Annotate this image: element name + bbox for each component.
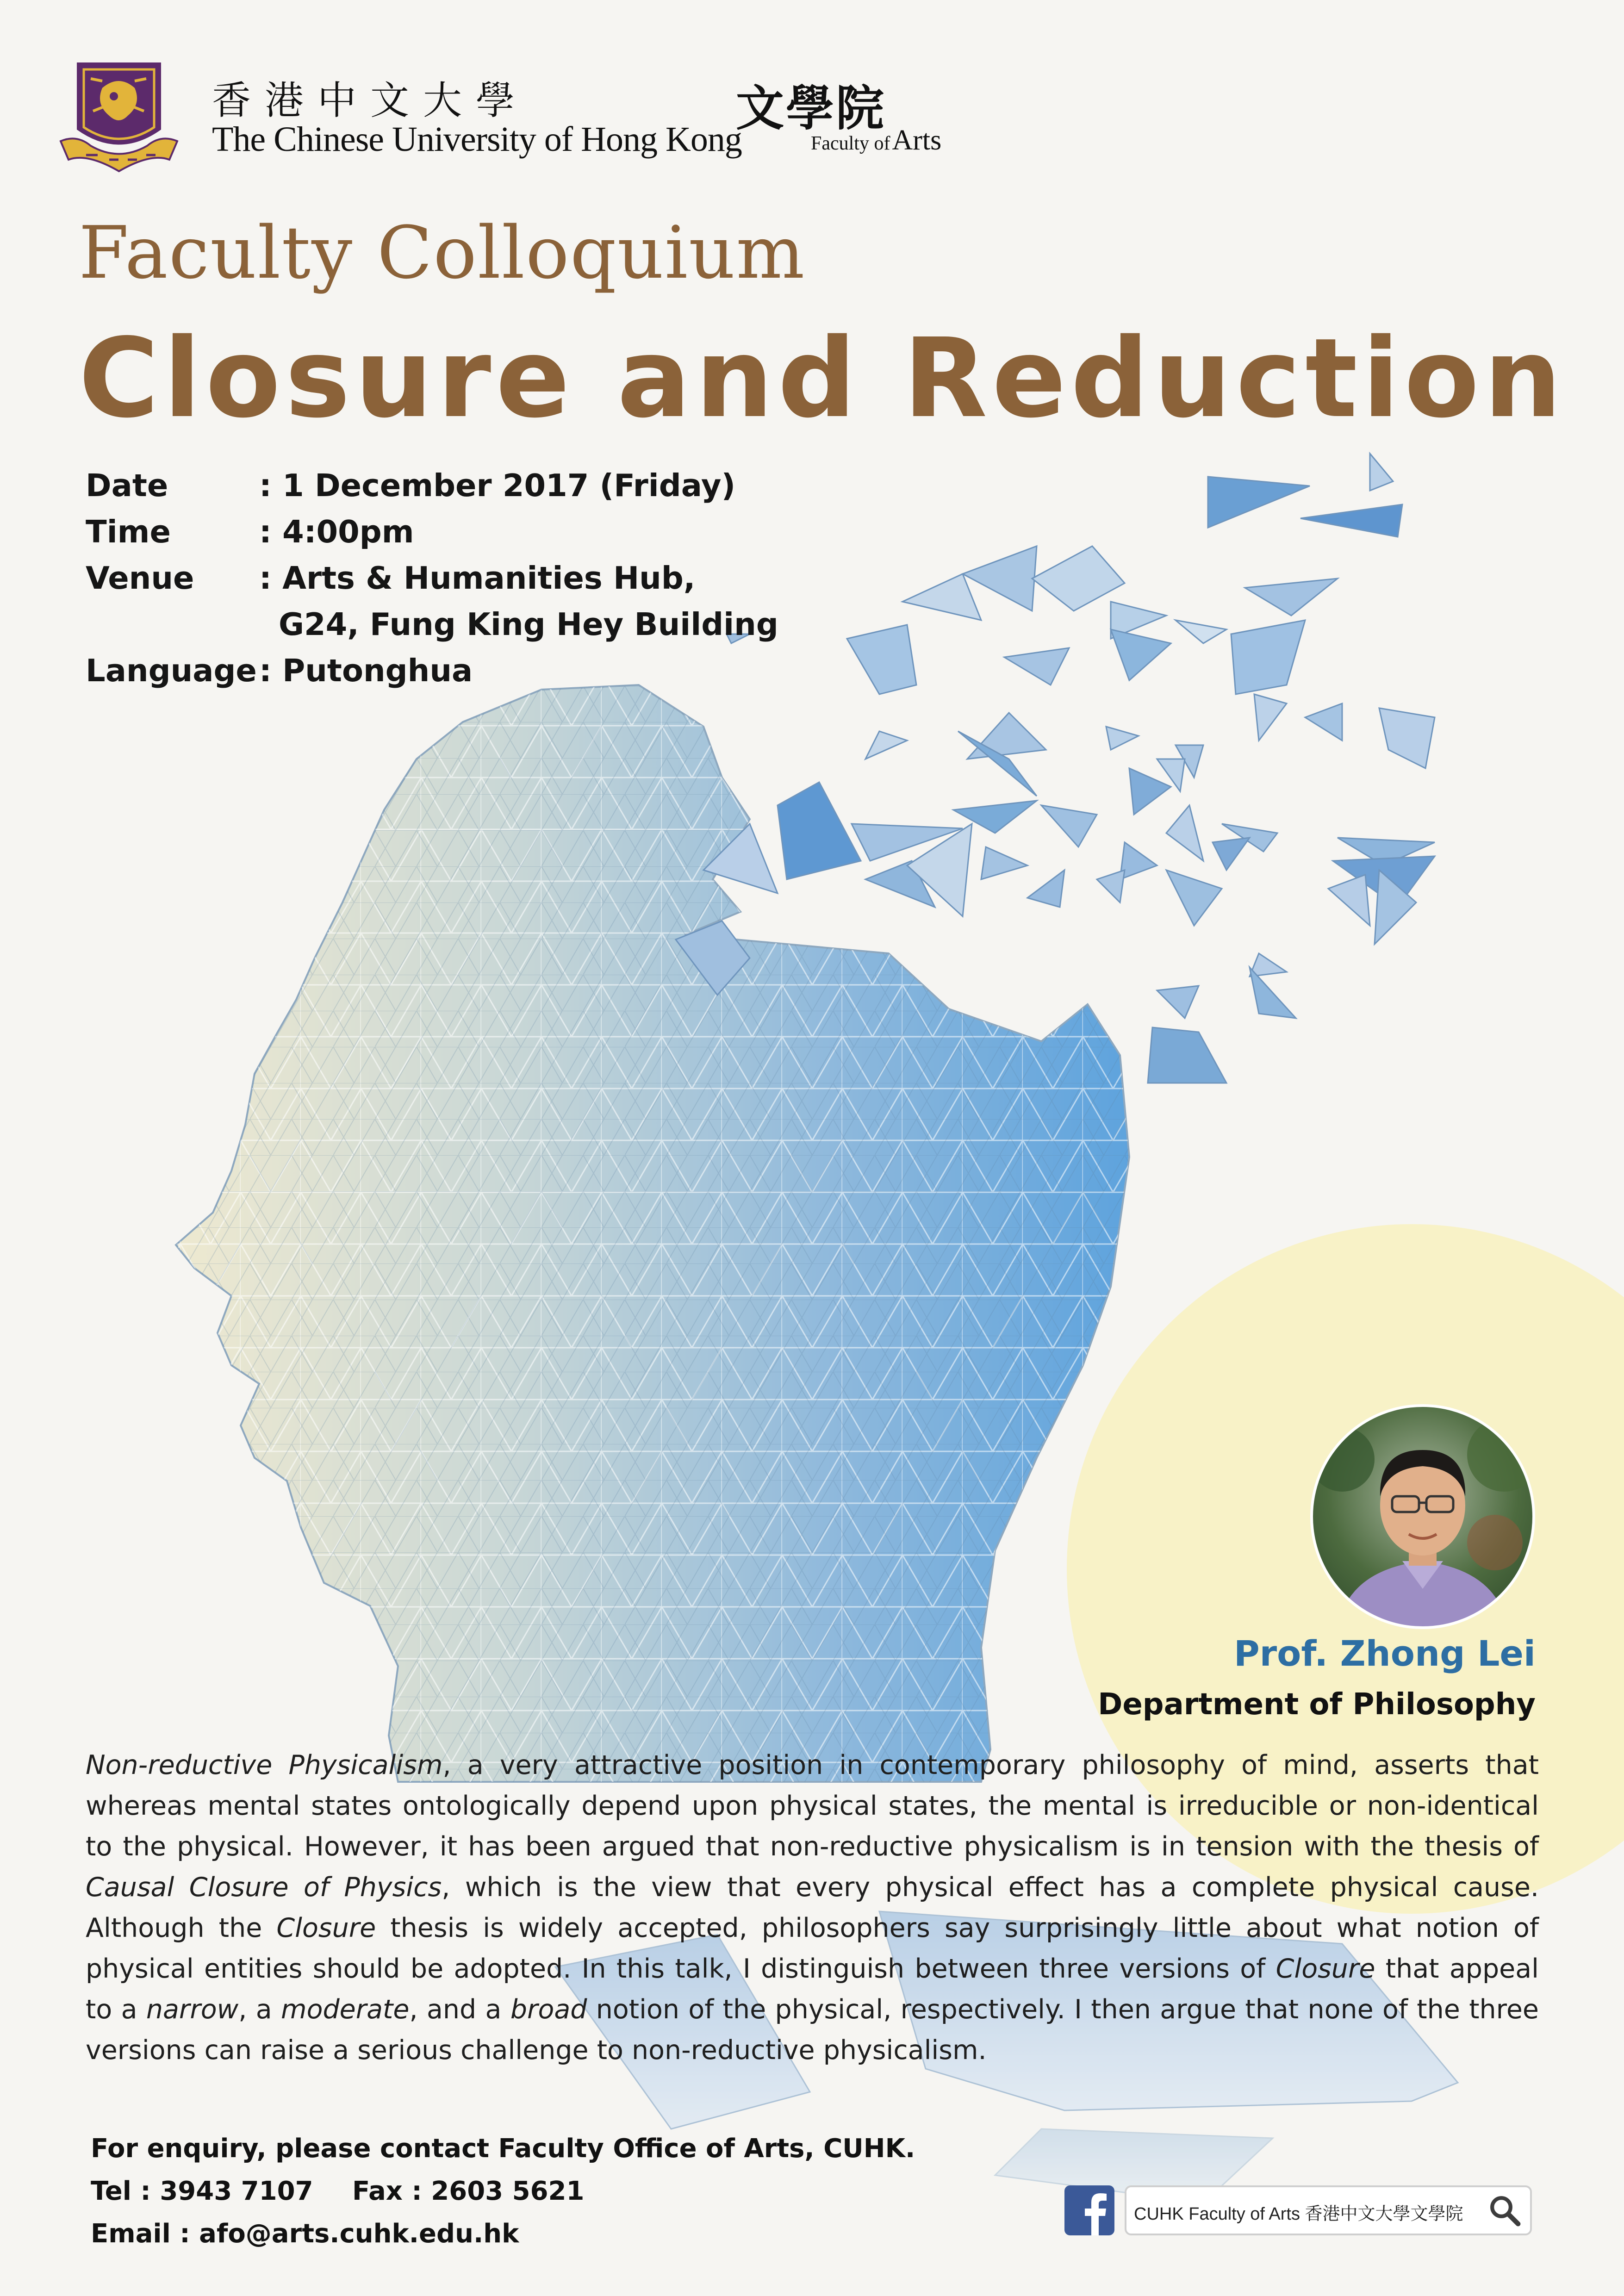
abstract-term-closure-1: Closure xyxy=(276,1913,376,1943)
faculty-name-english xyxy=(811,124,941,157)
language-value: : Putonghua xyxy=(259,653,473,689)
venue-value-line2: G24, Fung King Hey Building xyxy=(279,606,778,642)
faculty-name-main: Arts xyxy=(892,124,942,156)
abstract-term-broad: broad xyxy=(510,1994,587,2025)
faculty-name-prefix: Faculty of xyxy=(811,133,890,154)
facebook-search-bar[interactable] xyxy=(1064,2185,1532,2235)
abstract-term-nrp: Non-reductive Physicalism xyxy=(86,1750,443,1780)
event-series-title: Faculty Colloquium xyxy=(79,211,806,295)
abstract-term-narrow: narrow xyxy=(146,1994,239,2025)
abstract-text-3: thesis is widely accepted, philosophers say surprisingly little about what notion of physical entities should be adopted. In this talk, I distinguish between three versions of xyxy=(86,1913,1539,1984)
enquiry-line: For enquiry, please contact Faculty Office of Arts, CUHK. xyxy=(91,2134,915,2164)
abstract-text-7: notion of the physical, respectively. I then argue that none of the three versions can raise a serious challenge to non-reductive physicalism. xyxy=(86,1994,1539,2066)
date-label: Date xyxy=(86,467,168,504)
faculty-logo-chinese: 文學院 xyxy=(736,80,886,137)
contact-info xyxy=(91,2134,915,2261)
telephone: Tel : 3943 7107 xyxy=(91,2176,313,2206)
event-main-title: Closure and Reduction xyxy=(79,315,1567,442)
facebook-icon[interactable] xyxy=(1064,2185,1114,2235)
cuhk-crest-logo xyxy=(58,60,180,176)
language-label: Language xyxy=(86,653,257,689)
abstract-text-1: , a very attractive position in contemporary philosophy of mind, asserts that whereas mental states ontologically depend upon physical states, the mental is irreducible or non-identical to the physical. However, it has been argued that non-reductive physicalism is in tension with the thesis of xyxy=(86,1750,1539,1862)
university-name-english: The Chinese University of Hong Kong xyxy=(212,120,742,159)
abstract-text-4: that appeal to a xyxy=(86,1954,1539,2025)
university-name-chinese: 香港中文大學 xyxy=(212,78,529,123)
venue-value-line1: : Arts & Humanities Hub, xyxy=(259,560,696,596)
email-address[interactable]: Email : afo@arts.cuhk.edu.hk xyxy=(91,2219,519,2249)
abstract-term-moderate: moderate xyxy=(281,1994,410,2025)
time-label: Time xyxy=(86,514,171,550)
phone-row xyxy=(91,2176,915,2219)
venue-label: Venue xyxy=(86,560,194,596)
abstract-text-2: , which is the view that every physical effect has a complete physical cause. Although the xyxy=(86,1872,1539,1943)
speaker-name: Prof. Zhong Lei xyxy=(1233,1633,1536,1674)
abstract-text-6: , and a xyxy=(409,1994,510,2025)
date-value: : 1 December 2017 (Friday) xyxy=(259,467,736,504)
abstract-paragraph xyxy=(86,1745,1539,2071)
facebook-page-name: CUHK Faculty of Arts 香港中文大學文學院 xyxy=(1134,2204,1463,2224)
speaker-photo xyxy=(1310,1404,1536,1630)
fax-number: Fax : 2603 5621 xyxy=(352,2176,585,2206)
abstract-term-ccp: Causal Closure of Physics xyxy=(86,1872,442,1903)
speaker-department: Department of Philosophy xyxy=(1098,1687,1536,1722)
abstract-term-closure-2: Closure xyxy=(1276,1954,1375,1984)
abstract-text-5: , a xyxy=(238,1994,281,2025)
search-icon[interactable] xyxy=(1488,2194,1521,2227)
time-value: : 4:00pm xyxy=(259,514,414,550)
